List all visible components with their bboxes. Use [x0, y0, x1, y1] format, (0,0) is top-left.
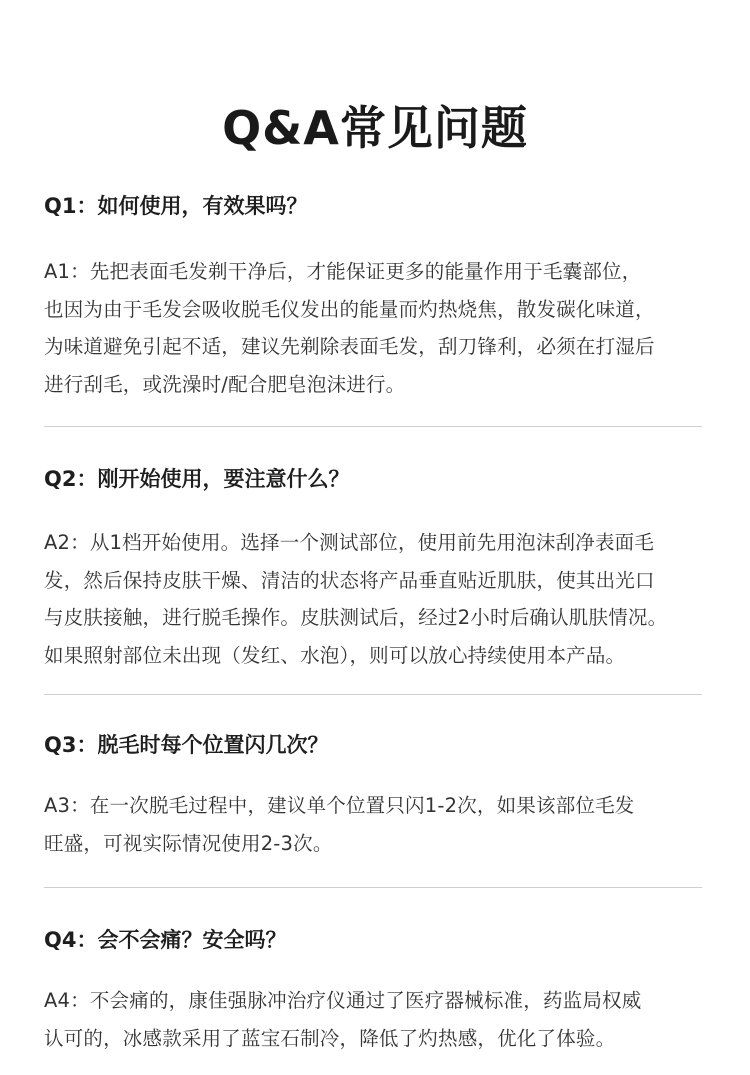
faq-answer-line: A2：从1档开始使用。选择一个测试部位，使用前先用泡沫刮净表面毛	[44, 531, 655, 554]
faq-question: Q3：脱毛时每个位置闪几次？	[44, 733, 329, 757]
faq-item-4	[44, 925, 714, 1057]
faq-answer-line: 与皮肤接触，进行脱毛操作。皮肤测试后，经过2小时后确认肌肤情况。	[44, 606, 668, 629]
divider	[44, 694, 702, 695]
faq-answer-line: 发，然后保持皮肤干燥、清洁的状态将产品垂直贴近肌肤，使其出光口	[44, 568, 655, 592]
faq-answer-line: 也因为由于毛发会吸收脱毛仪发出的能量而灼热烧焦，散发碳化味道，	[44, 297, 655, 321]
faq-item-1	[44, 191, 714, 403]
faq-answer-line: A1：先把表面毛发剃干净后，才能保证更多的能量作用于毛囊部位，	[44, 260, 642, 283]
faq-question: Q4：会不会痛？安全吗？	[44, 928, 287, 952]
faq-answer-line: A3：在一次脱毛过程中，建议单个位置只闪1-2次，如果该部位毛发	[44, 794, 635, 817]
page-title: Q&A常见问题	[222, 100, 528, 155]
faq-answer-line: 旺盛，可视实际情况使用2-3次。	[44, 831, 333, 855]
divider	[44, 426, 702, 427]
faq-answer-line: 进行刮毛，或洗澡时/配合肥皂泡沫进行。	[44, 372, 406, 396]
faq-answer-line: 如果照射部位未出现（发红、水泡），则可以放心持续使用本产品。	[44, 643, 626, 667]
divider	[44, 887, 702, 888]
faq-answer-line: 认可的，冰感款采用了蓝宝石制冷，降低了灼热感，优化了体验。	[44, 1026, 616, 1050]
faq-answer-line: 为味道避免引起不适，建议先剃除表面毛发，刮刀锋利，必须在打湿后	[44, 335, 655, 358]
faq-question: Q1：如何使用，有效果吗？	[44, 194, 308, 218]
faq-question: Q2：刚开始使用，要注意什么？	[44, 467, 350, 491]
faq-answer-line: A4：不会痛的，康佳强脉冲治疗仪通过了医疗器械标准，药监局权威	[44, 989, 642, 1012]
faq-item-3	[44, 730, 714, 862]
faq-item-2	[44, 464, 714, 674]
